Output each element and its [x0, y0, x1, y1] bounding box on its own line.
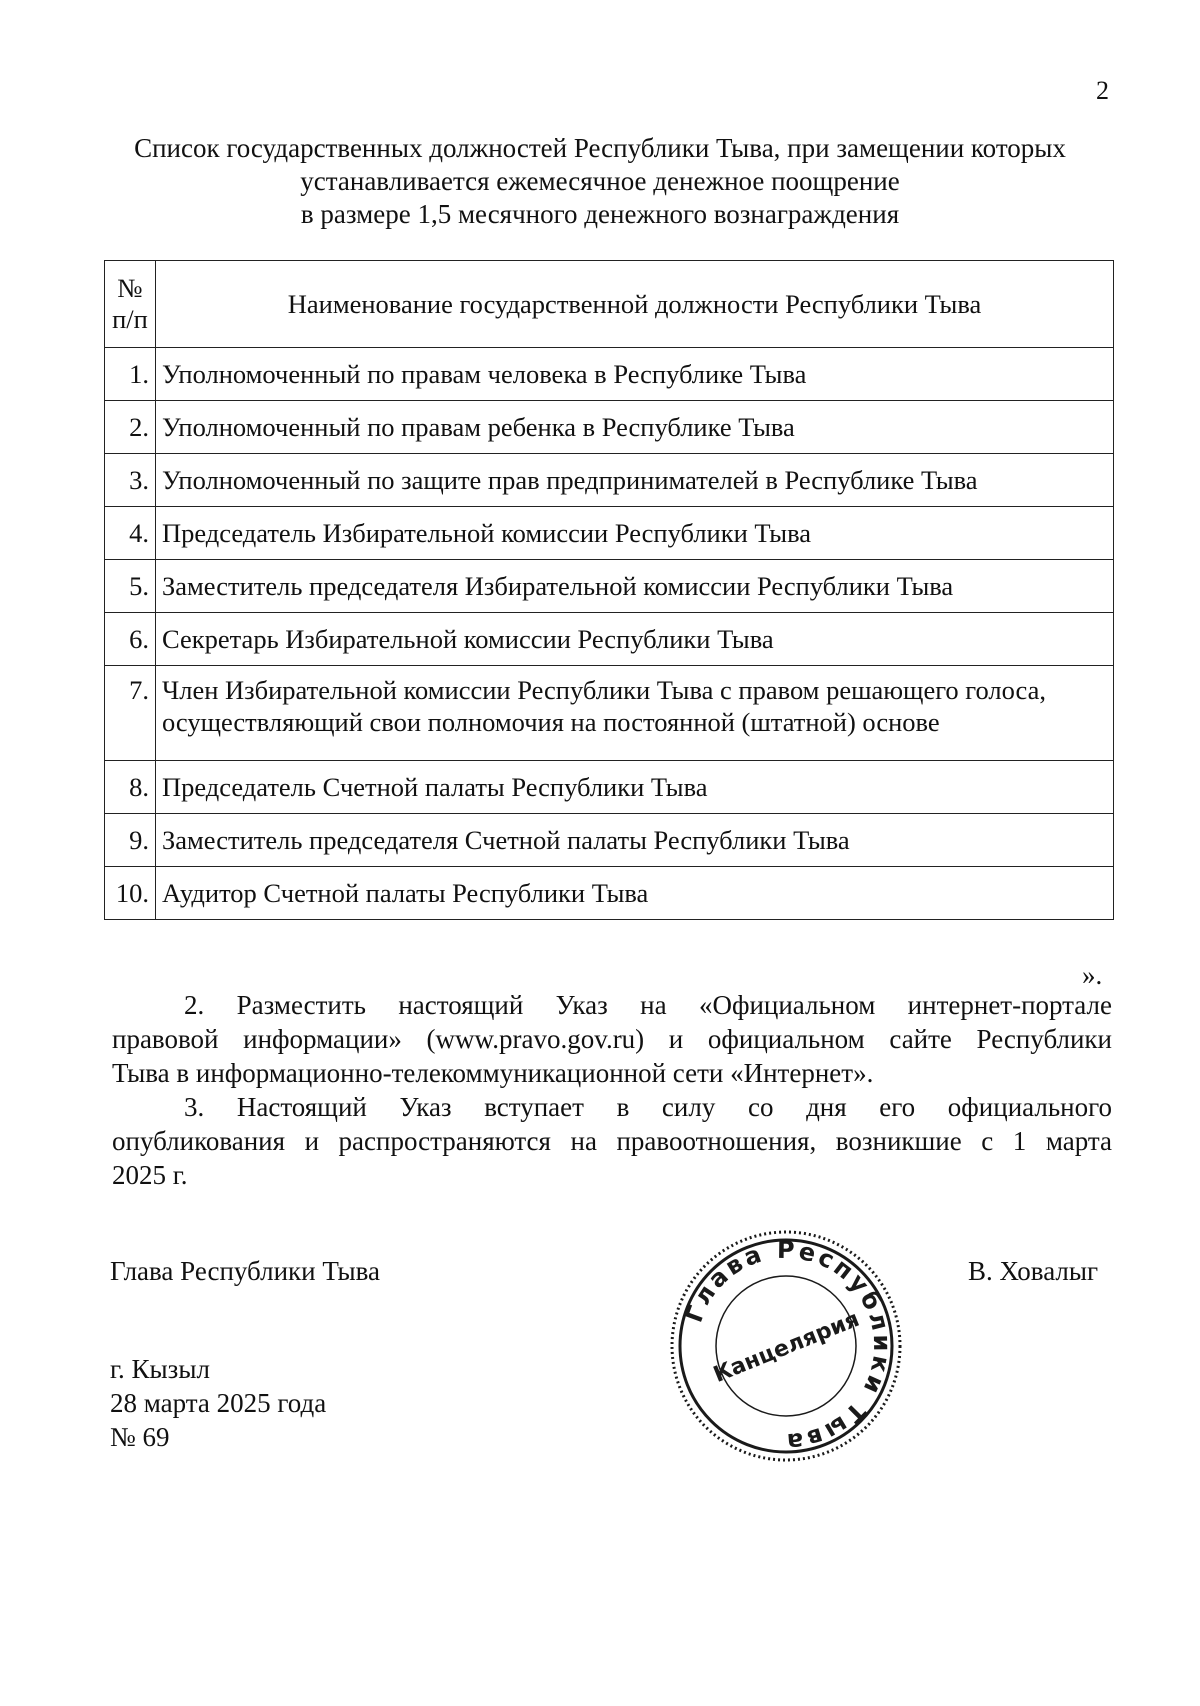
header-number: [105, 261, 156, 348]
page-number: 2: [1096, 76, 1109, 105]
row-position: Аудитор Счетной палаты Республики Тыва: [156, 867, 1114, 920]
place-date-block: [110, 1352, 326, 1454]
title-line-1: Список государственных должностей Республики Тыва, при замещении которых: [134, 133, 1066, 163]
table-row: [105, 507, 1114, 560]
row-position: Секретарь Избирательной комиссии Республики Тыва: [156, 613, 1114, 666]
title-line-3: в размере 1,5 месячного денежного вознаграждения: [300, 199, 900, 229]
row-position: Председатель Счетной палаты Республики Тыва: [156, 761, 1114, 814]
row-position: Уполномоченный по защите прав предпринимателей в Республике Тыва: [156, 454, 1114, 507]
paragraph-3-line-3: 2025 г.: [112, 1160, 188, 1190]
city: г. Кызыл: [110, 1354, 210, 1384]
table-row: [105, 867, 1114, 920]
stamp-inner-text: Канцелярия: [710, 1306, 864, 1388]
header-number-abbr: п/п: [112, 304, 148, 334]
paragraph-2-line-1: 2. Разместить настоящий Указ на «Официальном интернет-портале: [184, 990, 1112, 1020]
decree-date: 28 марта 2025 года: [110, 1388, 327, 1418]
row-position: Председатель Избирательной комиссии Республики Тыва: [156, 507, 1114, 560]
paragraph-3: [112, 1090, 1112, 1192]
paragraph-2: [112, 988, 1112, 1090]
row-number: 3.: [105, 454, 156, 507]
paragraph-3-line-2: опубликования и распространяются на правоотношения, возникшие с 1 марта: [112, 1126, 1112, 1156]
table-row: [105, 613, 1114, 666]
row-position: Заместитель председателя Избирательной комиссии Республики Тыва: [156, 560, 1114, 613]
closing-quote: ».: [1082, 960, 1103, 990]
header-number-symbol: №: [117, 273, 143, 303]
row-position: Уполномоченный по правам ребенка в Республике Тыва: [156, 401, 1114, 454]
table-row: [105, 348, 1114, 401]
official-stamp: [666, 1226, 906, 1466]
row-number: 8.: [105, 761, 156, 814]
table-header-row: [105, 261, 1114, 348]
table-row: [105, 454, 1114, 507]
positions-table: [104, 260, 1114, 920]
header-position-name: Наименование государственной должности Республики Тыва: [156, 261, 1114, 348]
paragraph-2-line-2: правовой информации» (www.pravo.gov.ru) и официальном сайте Республики: [112, 1024, 1112, 1054]
row-number: 5.: [105, 560, 156, 613]
row-number: 2.: [105, 401, 156, 454]
row-number: 6.: [105, 613, 156, 666]
row-number: 9.: [105, 814, 156, 867]
decree-number: № 69: [110, 1422, 170, 1452]
table-row: [105, 401, 1114, 454]
row-number: 7.: [105, 666, 156, 761]
row-number: 10.: [105, 867, 156, 920]
paragraph-2-line-3: Тыва в информационно-телекоммуникационной сети «Интернет».: [112, 1058, 874, 1088]
title-line-2: устанавливается ежемесячное денежное поощрение: [300, 166, 900, 196]
document-title: [80, 132, 1120, 231]
row-number: 1.: [105, 348, 156, 401]
signatory-position: Глава Республики Тыва: [110, 1256, 381, 1286]
table-row: [105, 560, 1114, 613]
row-position: Член Избирательной комиссии Республики Тыва с правом решающего голоса, осуществляющий свои полномочия на постоянной (штатной) основе: [156, 666, 1114, 761]
table-row: [105, 666, 1114, 761]
stamp-outer-text: Глава Республики Тыва: [679, 1235, 897, 1457]
table-row: [105, 761, 1114, 814]
paragraph-3-line-1: 3. Настоящий Указ вступает в силу со дня его официального: [184, 1092, 1112, 1122]
row-number: 4.: [105, 507, 156, 560]
signatory-name: В. Ховалыг: [968, 1256, 1099, 1286]
row-position: Заместитель председателя Счетной палаты Республики Тыва: [156, 814, 1114, 867]
row-position: Уполномоченный по правам человека в Республике Тыва: [156, 348, 1114, 401]
table-row: [105, 814, 1114, 867]
